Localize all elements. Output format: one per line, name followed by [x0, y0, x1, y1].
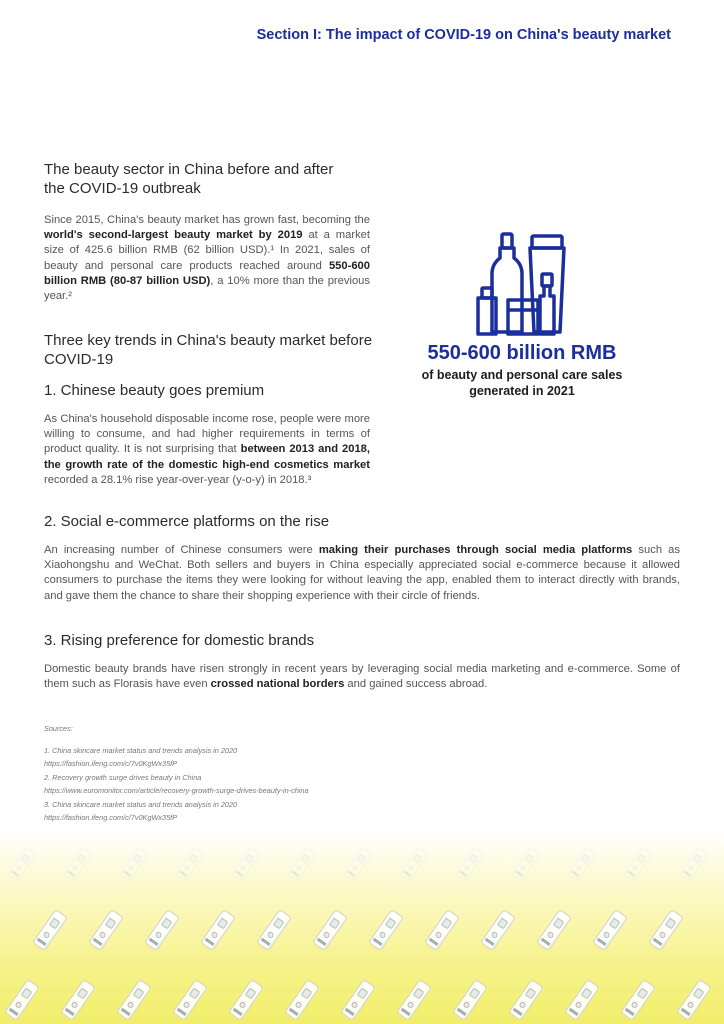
source-3-url[interactable]: https://fashion.ifeng.com/c/7v0KgWx35fP: [44, 813, 178, 822]
trends-heading: Three key trends in China's beauty market before COVID-19: [44, 332, 373, 368]
trend3-heading: 3. Rising preference for domestic brands: [44, 632, 315, 649]
sources-list: [44, 722, 309, 825]
source-2-title: 2. Recovery growth surge drives beauty in China: [44, 772, 202, 782]
stat-value: 550-600 billion RMB: [427, 342, 617, 364]
trend1-heading: 1. Chinese beauty goes premium: [44, 382, 265, 399]
intro-heading: The beauty sector in China before and after the COVID-19 outbreak: [44, 161, 334, 197]
trend2-paragraph: An increasing number of Chinese consumers were making their purchases through social media platforms such as Xiaohongshu and WeChat. Both sellers and buyers in China especially appreciated social e-commerce because it allowed consumers to purchase the items they were looking for without leaving the app, enabled them to interact directly with brands, and gave them the chance to share their shopping experience with their circle of friends.: [44, 544, 680, 602]
section-title: Section I: The impact of COVID-19 on China's beauty market: [256, 27, 671, 43]
trend1-paragraph: As China's household disposable income rose, people were more willing to consume, and had higher requirements in terms of product quality. It is not surprising that between 2013 and 2018, the growth rate of the domestic high-end cosmetics market recorded a 28.1% rise year-over-year (y-o-y) in 2018.³: [44, 413, 370, 486]
test-kit-pattern-decoration: [0, 830, 724, 1024]
trend3-paragraph: Domestic beauty brands have risen strongly in recent years by leveraging social media marketing and e-commerce. Some of them such as Florasis have even crossed national borders and gained success abroad.: [44, 663, 680, 691]
source-3-title: 3. China skincare market status and trends analysis in 2020: [44, 799, 238, 809]
sources-label: Sources:: [44, 724, 73, 733]
cosmetics-bottles-icon: [472, 230, 572, 338]
intro-paragraph: Since 2015, China's beauty market has grown fast, becoming the world's second-largest beauty market by 2019 at a market size of 425.6 billion RMB (62 billion USD).¹ In 2021, sales of beauty and personal care products reached around 550-600 billion RMB (80-87 billion USD), a 10% more than the previous year.²: [44, 214, 370, 303]
source-1-title: 1. China skincare market status and trends analysis in 2020: [44, 745, 238, 755]
stat-panel: [396, 230, 648, 399]
stat-caption: of beauty and personal care sales generated in 2021: [421, 368, 623, 398]
trend2-heading: 2. Social e-commerce platforms on the rise: [44, 513, 330, 530]
source-2-url[interactable]: https://www.euromonitor.com/article/recovery-growth-surge-drives-beauty-in-china: [44, 786, 309, 795]
source-1-url[interactable]: https://fashion.ifeng.com/c/7v0KgWx35fP: [44, 759, 178, 768]
